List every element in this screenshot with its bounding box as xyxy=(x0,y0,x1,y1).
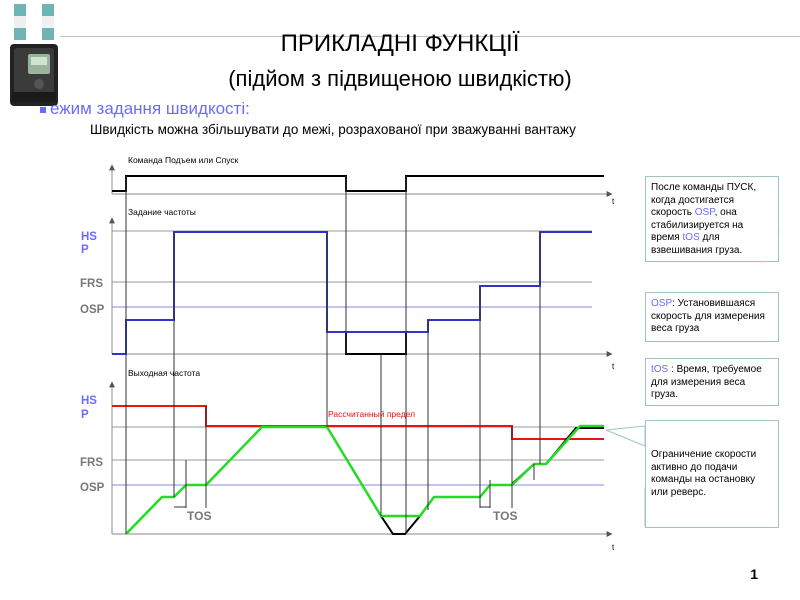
output-hsp-label-2: P xyxy=(81,409,89,421)
mode-label: ежим задання швидкості: xyxy=(50,99,250,118)
output-osp-label: OSP xyxy=(80,482,105,494)
tos-label-1: TOS xyxy=(187,509,212,523)
setpoint-hsp-label-2: P xyxy=(81,244,89,256)
setpoint-osp-label: OSP xyxy=(80,304,105,316)
setpoint-signal xyxy=(112,232,592,354)
setpoint-panel xyxy=(80,207,615,371)
tos-label-2: TOS xyxy=(493,509,518,523)
time-markers xyxy=(126,176,540,534)
page-subtitle: (підйом з підвищеною швидкістю) xyxy=(228,66,572,91)
setpoint-hsp-label-1: HS xyxy=(81,231,97,243)
output-label: Выходная частота xyxy=(128,368,201,378)
command-signal xyxy=(112,176,604,191)
calculated-limit-label: Рассчитанный предел xyxy=(328,409,416,419)
note-4-tail xyxy=(606,426,645,446)
output-axis-t: t xyxy=(612,543,615,552)
note-tos: tOS : Время, требуемое для измерения веса груза. xyxy=(645,358,779,406)
output-black-dip xyxy=(381,516,420,534)
note-osp: OSP: Установившаяся скорость для измерения веса груза xyxy=(645,292,779,342)
setpoint-black-path xyxy=(346,332,406,354)
description: Швидкість можна збільшувати до межі, розрахованої при зважуванні вантажу xyxy=(90,122,576,137)
setpoint-frs-label: FRS xyxy=(80,278,103,290)
output-panel xyxy=(80,368,615,552)
setpoint-axis-t: t xyxy=(612,362,615,371)
output-hsp-label-1: HS xyxy=(81,395,97,407)
note-speed-limit: Ограничение скорости активно до подачи команды на остановку или реверс. xyxy=(645,420,779,528)
slide-number: 1 xyxy=(750,566,758,582)
output-frs-label: FRS xyxy=(80,457,103,469)
note-start-command: После команды ПУСК, когда достигается скорость OSP, она стабилизируется на время tOS для взвешивания груза. xyxy=(645,176,779,262)
output-black-ramp xyxy=(512,428,604,484)
setpoint-label: Задание частоты xyxy=(128,207,196,217)
page-title: ПРИКЛАДНІ ФУНКЦІЇ xyxy=(280,30,520,57)
command-label: Команда Подъем или Спуск xyxy=(128,155,239,165)
command-axis-t: t xyxy=(612,197,615,206)
command-panel xyxy=(112,155,615,206)
